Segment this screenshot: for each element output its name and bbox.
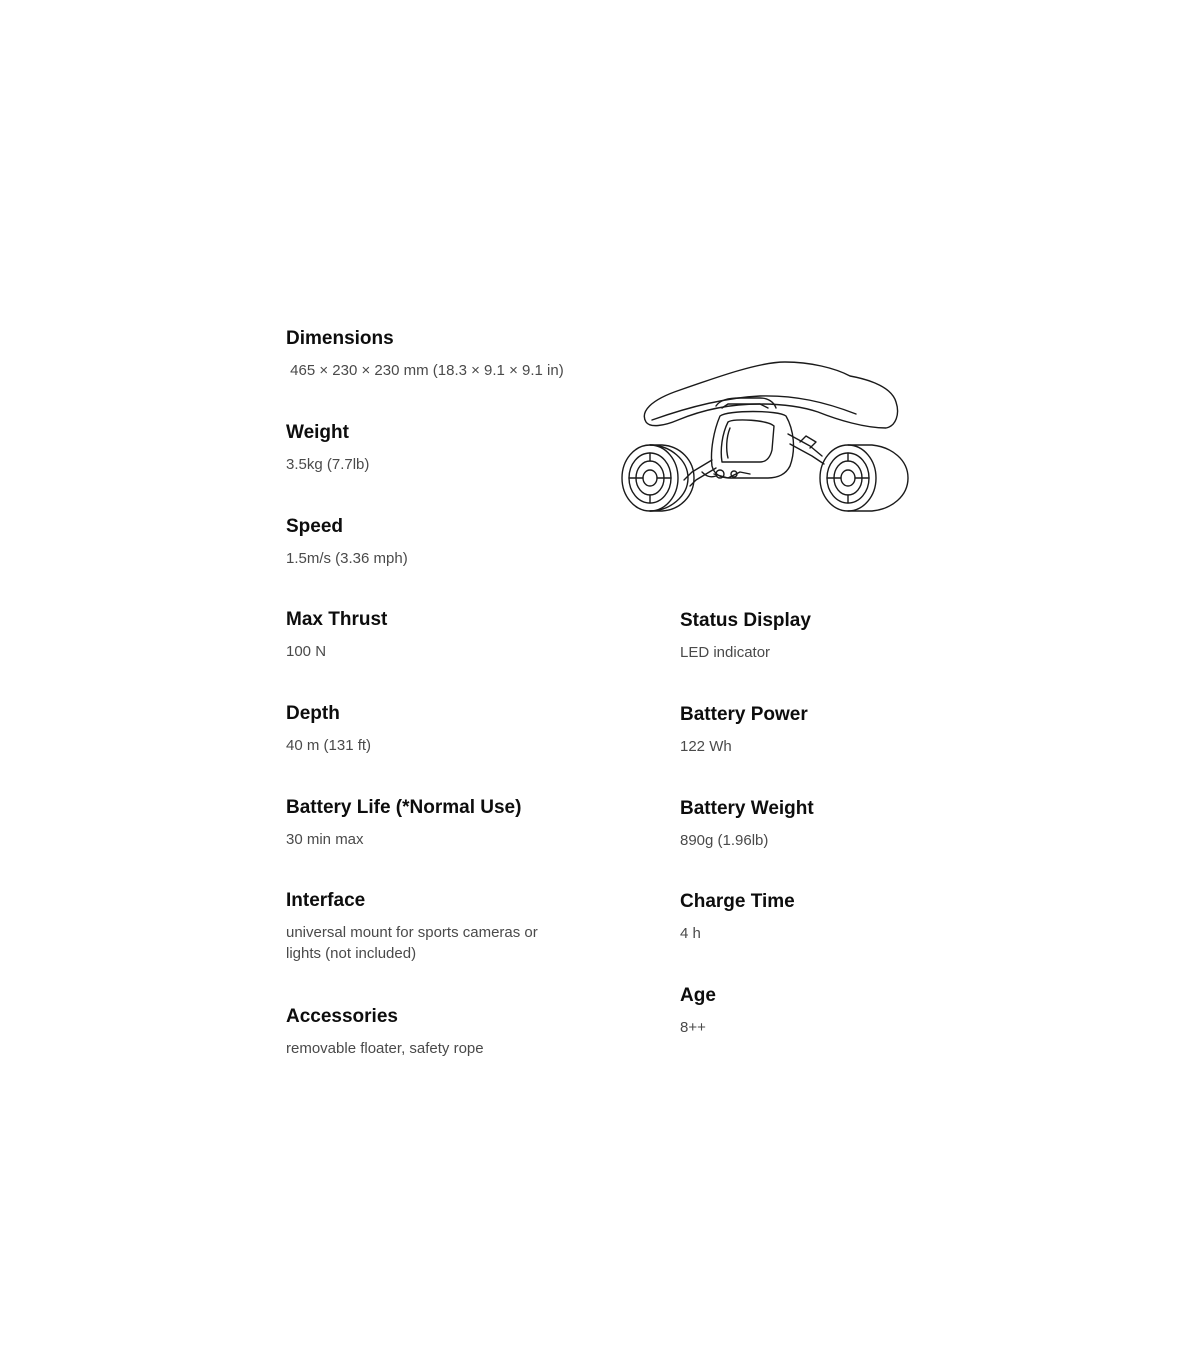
spec-value: 890g (1.96lb) (680, 832, 769, 849)
spec-value: 465 × 230 × 230 mm (18.3 × 9.1 × 9.1 in) (286, 362, 564, 379)
spec-title: Weight (286, 422, 349, 443)
spec-value: universal mount for sports cameras or lights (not included) (286, 924, 538, 962)
spec-value: 1.5m/s (3.36 mph) (286, 550, 408, 567)
spec-weight (286, 421, 586, 475)
spec-title: Speed (286, 516, 344, 537)
spec-battery-life (286, 796, 586, 850)
spec-title: Accessories (286, 1006, 398, 1027)
spec-max-thrust (286, 608, 586, 662)
spec-interface (286, 889, 566, 964)
spec-value: 30 min max (286, 831, 364, 848)
spec-value: 4 h (680, 925, 701, 942)
spec-status-display (680, 609, 980, 663)
spec-value: removable floater, safety rope (286, 1040, 484, 1057)
spec-accessories (286, 1005, 586, 1059)
spec-value: 40 m (131 ft) (286, 737, 372, 754)
spec-age (680, 984, 980, 1038)
spec-value: LED indicator (680, 644, 771, 661)
spec-value: 100 N (286, 643, 327, 660)
spec-value: 122 Wh (680, 738, 732, 755)
spec-title: Battery Weight (680, 798, 814, 819)
spec-title: Depth (286, 703, 340, 724)
spec-title: Status Display (680, 610, 811, 631)
spec-dimensions (286, 327, 586, 381)
underwater-scooter-drawing-icon (610, 350, 920, 525)
spec-title: Battery Life (*Normal Use) (286, 797, 522, 818)
spec-battery-power (680, 703, 980, 757)
spec-value: 8++ (680, 1019, 706, 1036)
spec-title: Dimensions (286, 328, 394, 349)
spec-title: Max Thrust (286, 609, 388, 630)
spec-value: 3.5kg (7.7lb) (286, 456, 370, 473)
spec-speed (286, 515, 586, 569)
spec-title: Interface (286, 890, 366, 911)
spec-depth (286, 702, 586, 756)
spec-battery-weight (680, 797, 980, 851)
spec-charge-time (680, 890, 980, 944)
spec-title: Age (680, 985, 716, 1006)
spec-title: Battery Power (680, 704, 808, 725)
spec-title: Charge Time (680, 891, 795, 912)
